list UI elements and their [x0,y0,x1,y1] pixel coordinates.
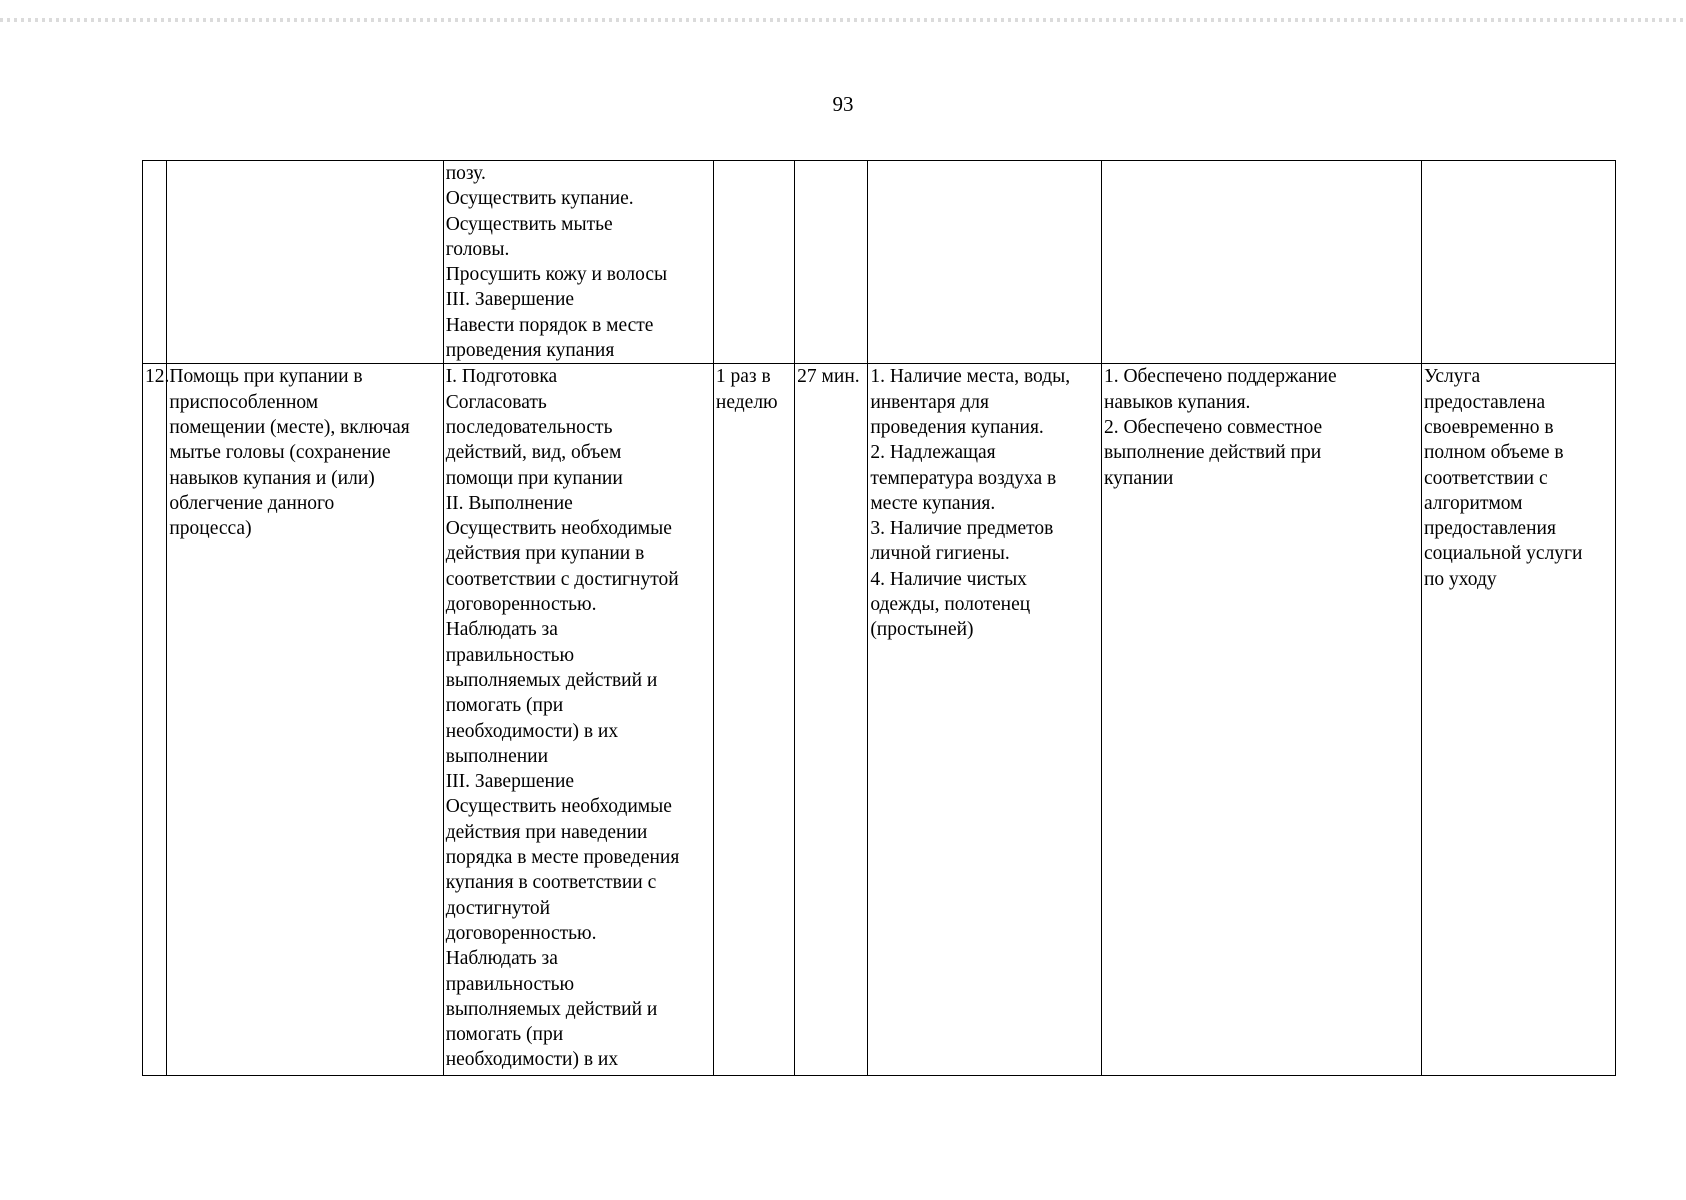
steps-line: выполняемых действий и [445,998,658,1020]
service-name-line: мытье головы (сохранение [169,442,391,464]
cell-conditions [868,364,1102,1076]
steps-line: договоренностью. [445,594,597,616]
service-name-line: облегчение данного [169,492,335,514]
condition-line: 2. Надлежащая [870,442,996,464]
steps-line: действий, вид, объем [445,442,622,464]
steps-line: действия при наведении [445,821,648,843]
steps-line: выполнении [445,745,549,767]
condition-line: месте купания. [870,492,996,514]
cell-results-empty [1101,161,1421,364]
frequency-line: неделю [715,391,778,413]
steps-line: Просушить кожу и волосы [445,264,668,286]
steps-line: помогать (при [445,695,564,717]
steps-line: Осуществить мытье [445,213,613,235]
cell-evaluation [1421,364,1615,1076]
evaluation-line: Услуга [1423,366,1481,388]
steps-line: необходимости) в их [445,720,619,742]
cell-steps [443,364,713,1076]
scan-edge-artifact [0,18,1686,22]
steps-line: помощи при купании [445,467,623,489]
cell-evaluation-empty [1421,161,1615,364]
steps-line: Наблюдать за [445,948,558,970]
service-name-line: приспособленном [169,391,319,413]
cell-frequency-empty [713,161,794,364]
steps-line: Осуществить необходимые [445,796,672,818]
steps-line: необходимости) в их [445,1049,619,1071]
result-line: купании [1103,467,1174,489]
steps-line: Навести порядок в месте [445,314,654,336]
evaluation-line: по уходу [1423,568,1497,590]
result-line: навыков купания. [1103,391,1251,413]
steps-line: III. Завершение [445,289,575,311]
service-name-line: процесса) [169,518,252,540]
steps-line: I. Подготовка [445,366,558,388]
steps-line: помогать (при [445,1024,564,1046]
cell-number-empty [143,161,167,364]
cell-duration [795,364,868,1076]
steps-line: II. Выполнение [445,492,573,514]
cell-conditions-empty [868,161,1102,364]
steps-line: порядка в месте проведения [445,847,680,869]
condition-line: 1. Наличие места, воды, [870,366,1071,388]
steps-line: III. Завершение [445,771,575,793]
result-line: 2. Обеспечено совместное [1103,416,1323,438]
steps-line: Осуществить купание. [445,188,634,210]
frequency-line: 1 раз в [715,366,771,388]
steps-line: договоренностью. [445,922,597,944]
table-row-continuation [143,161,1616,364]
steps-line: достигнутой [445,897,551,919]
row-number: 12. [145,366,170,388]
service-table [142,160,1616,1076]
cell-results [1101,364,1421,1076]
cell-number [143,364,170,1076]
steps-line: Согласовать [445,391,547,413]
result-line: 1. Обеспечено поддержание [1103,366,1337,388]
cell-steps-continued [443,161,713,364]
service-name-line: Помощь при купании в [169,366,363,388]
steps-line: действия при купании в [445,543,645,565]
condition-line: личной гигиены. [870,543,1010,565]
cell-duration-empty [795,161,868,364]
evaluation-line: полном объеме в [1423,442,1564,464]
condition-line: проведения купания. [870,416,1044,438]
cell-name-empty [167,161,443,364]
steps-line: купания в соответствии с [445,872,657,894]
steps-line: проведения купания [445,340,615,362]
steps-line: последовательность [445,416,613,438]
service-name-line: помещении (месте), включая [169,416,410,438]
table-row-12 [143,364,1616,1076]
steps-line: соответствии с достигнутой [445,568,679,590]
steps-line: выполняемых действий и [445,669,658,691]
steps-line: правильностью [445,973,575,995]
page-number: 93 [832,92,854,116]
evaluation-line: социальной услуги [1423,543,1583,565]
duration-value: 27 мин. [797,366,860,388]
condition-line: одежды, полотенец [870,594,1031,616]
condition-line: температура воздуха в [870,467,1057,489]
result-line: выполнение действий при [1103,442,1322,464]
condition-line: инвентаря для [870,391,989,413]
evaluation-line: предоставления [1423,518,1556,540]
steps-line: Наблюдать за [445,619,558,641]
evaluation-line: соответствии с [1423,467,1548,489]
cell-service-name [167,364,443,1076]
steps-line: головы. [445,238,510,260]
steps-line: правильностью [445,644,575,666]
evaluation-line: алгоритмом [1423,492,1523,514]
evaluation-line: своевременно в [1423,416,1554,438]
cell-frequency [713,364,794,1076]
condition-line: (простыней) [870,619,974,641]
condition-line: 4. Наличие чистых [870,568,1027,590]
steps-line: Осуществить необходимые [445,518,672,540]
service-name-line: навыков купания и (или) [169,467,375,489]
steps-line: позу. [445,163,486,184]
condition-line: 3. Наличие предметов [870,518,1054,540]
evaluation-line: предоставлена [1423,391,1546,413]
